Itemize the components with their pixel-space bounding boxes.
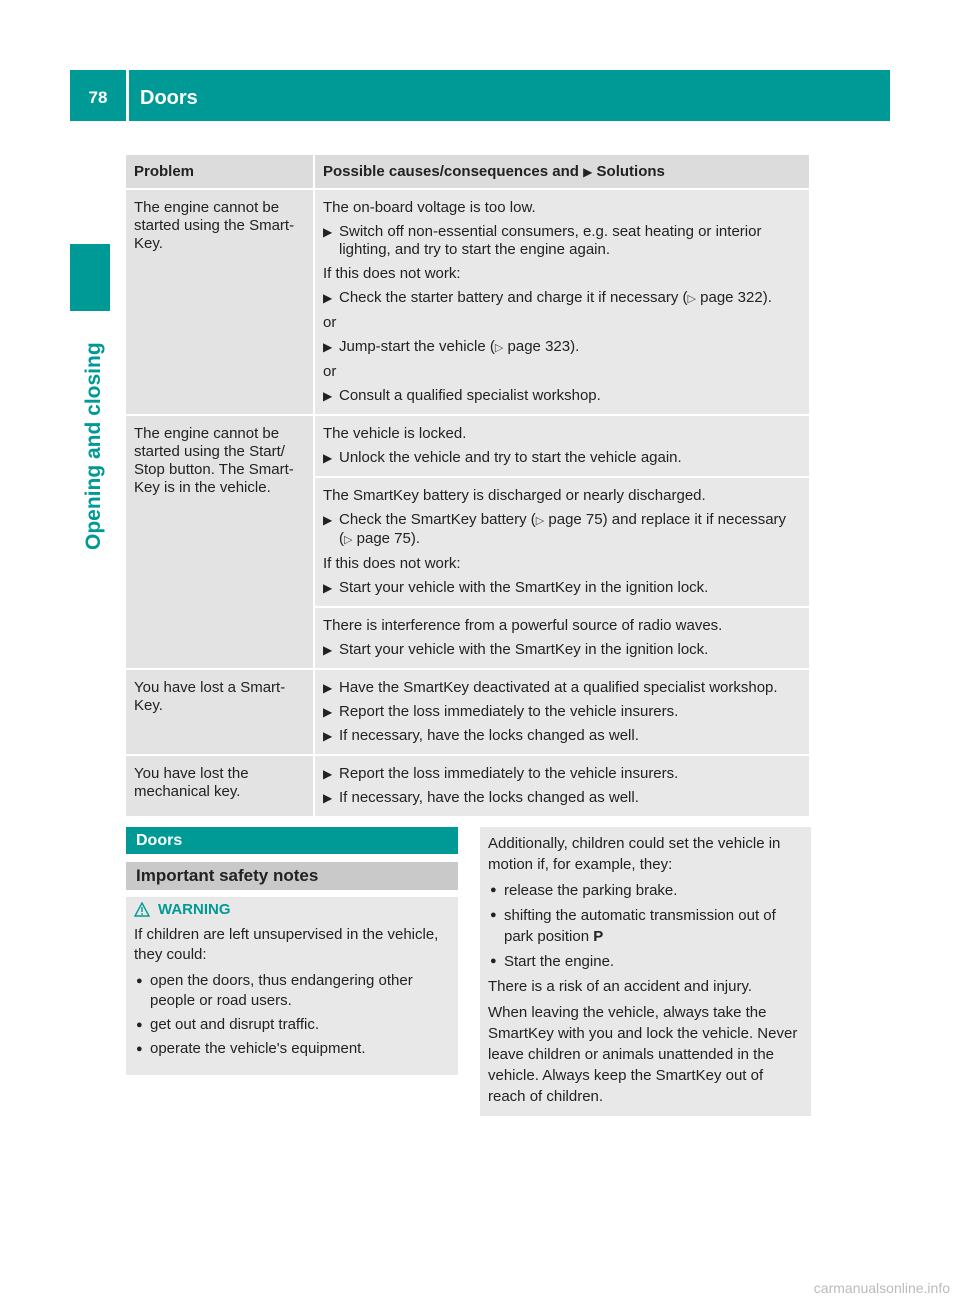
step-text: If necessary, have the locks changed as well. <box>339 789 639 806</box>
step-item <box>323 789 801 807</box>
troubleshooting-table <box>126 155 811 818</box>
solution-cell <box>314 415 810 477</box>
warning-box <box>126 897 458 1075</box>
step-text: Check the starter battery and charge it if necessary ( <box>339 289 688 306</box>
step-text: Report the loss immediately to the vehicle insurers. <box>339 703 679 720</box>
action-arrow-icon: ▶ <box>323 513 333 527</box>
step-item <box>323 765 801 783</box>
note-text: If this does not work: <box>323 265 461 282</box>
action-arrow-icon: ▶ <box>323 705 333 719</box>
problem-cell: You have lost a Smart-Key. <box>126 669 314 755</box>
step-item <box>323 579 801 597</box>
list-item <box>134 1015 450 1035</box>
bullet-text: Start the engine. <box>504 953 615 970</box>
bullet-icon: ● <box>136 975 143 987</box>
step-text-end: ). <box>570 338 580 355</box>
bullet-text: open the doors, thus endangering other people or road users. <box>150 972 413 1009</box>
action-arrow-icon: ▶ <box>323 581 333 595</box>
step-item <box>323 387 801 405</box>
solution-cell <box>314 477 810 607</box>
note-text: If this does not work: <box>323 555 461 572</box>
bullet-icon: ● <box>136 1043 143 1055</box>
table-row <box>126 415 810 477</box>
warning-intro: If children are left unsupervised in the vehicle, they could: <box>134 926 439 963</box>
step-item <box>323 727 801 745</box>
action-arrow-icon: ▶ <box>323 225 333 239</box>
step-item <box>323 338 801 357</box>
solution-cell <box>314 189 810 415</box>
step-text: Switch off non-essential consumers, e.g. seat heating or interior lighting, and try to start the engine again. <box>339 223 762 258</box>
bullet-icon: ● <box>136 1019 143 1031</box>
list-item <box>134 1039 450 1059</box>
table-row <box>126 189 810 415</box>
step-item <box>323 449 801 467</box>
problem-cell: The engine cannot be started using the Start/ Stop button. The Smart-Key is in the vehicle. <box>126 415 314 669</box>
bullet-text: get out and disrupt traffic. <box>150 1016 319 1033</box>
action-arrow-icon: ▶ <box>323 791 333 805</box>
page-ref-icon: ▷ <box>494 342 504 354</box>
solution-cell <box>314 669 810 755</box>
cause-text: The vehicle is locked. <box>323 425 467 442</box>
action-arrow-icon: ▶ <box>323 767 333 781</box>
step-text: Jump-start the vehicle ( <box>339 338 495 355</box>
warning-triangle-icon <box>134 902 150 917</box>
warning-continuation-box <box>480 827 811 1116</box>
problem-cell: The engine cannot be started using the Smart-Key. <box>126 189 314 415</box>
page-ref-link[interactable]: page 75 <box>356 530 411 547</box>
side-tab-label: Opening and closing <box>82 342 105 550</box>
table-row <box>126 755 810 817</box>
warning-label: WARNING <box>158 901 231 918</box>
action-arrow-icon: ▶ <box>323 291 333 305</box>
action-arrow-icon: ▶ <box>583 165 593 179</box>
page-ref-link[interactable]: page 322 <box>700 289 763 306</box>
step-text-end: ). <box>410 530 421 547</box>
column-header-problem: Problem <box>126 155 314 189</box>
list-item <box>134 971 450 1011</box>
page-ref-icon: ▷ <box>535 515 545 527</box>
bullet-text: shifting the automatic transmission out of park position <box>504 907 776 945</box>
step-text: If necessary, have the locks changed as well. <box>339 727 639 744</box>
action-arrow-icon: ▶ <box>323 451 333 465</box>
step-text: Start your vehicle with the SmartKey in the ignition lock. <box>339 579 709 596</box>
bullet-icon: ● <box>490 884 497 896</box>
step-item <box>323 641 801 659</box>
page-ref-link[interactable]: page 75 <box>548 511 603 528</box>
step-item <box>323 289 801 308</box>
table-row <box>126 669 810 755</box>
cause-text: There is interference from a powerful source of radio waves. <box>323 617 723 634</box>
page-ref-icon: ▷ <box>687 293 696 305</box>
warning-heading <box>134 901 450 919</box>
cause-text: The SmartKey battery is discharged or nearly discharged. <box>323 487 706 504</box>
step-item <box>323 703 801 721</box>
footer-watermark: carmanualsonline.info <box>813 1280 950 1296</box>
step-text: Start your vehicle with the SmartKey in the ignition lock. <box>339 641 709 658</box>
section-title-doors: Doors <box>126 827 458 854</box>
gear-position: P <box>593 928 604 945</box>
action-arrow-icon: ▶ <box>323 389 333 403</box>
risk-text: There is a risk of an accident and injury. <box>488 978 753 995</box>
action-arrow-icon: ▶ <box>323 643 333 657</box>
action-arrow-icon: ▶ <box>323 681 333 695</box>
column-header-solutions-pre: Possible causes/consequences and <box>323 163 579 180</box>
bullet-text: operate the vehicle's equipment. <box>150 1040 366 1057</box>
table-header-row <box>126 155 810 189</box>
side-tab-marker <box>70 244 110 311</box>
bullet-icon: ● <box>490 909 497 921</box>
list-item <box>488 880 803 901</box>
solution-cell <box>314 755 810 817</box>
bullet-text: release the parking brake. <box>504 882 678 899</box>
or-text: or <box>323 314 337 331</box>
step-item <box>323 511 801 549</box>
solution-cell <box>314 607 810 669</box>
closing-text: When leaving the vehicle, always take the SmartKey with you and lock the vehicle. Never leave children or animals unattended in the vehicle. Always keep the SmartKey out of reach of children. <box>488 1004 798 1105</box>
step-text-end: ). <box>762 289 772 306</box>
step-text: Have the SmartKey deactivated at a qualified specialist workshop. <box>339 679 778 696</box>
header-divider <box>126 70 129 121</box>
step-text: Unlock the vehicle and try to start the vehicle again. <box>339 449 682 466</box>
section-subtitle-safety: Important safety notes <box>126 862 458 890</box>
list-item <box>488 905 803 947</box>
step-text-mid: ) and replace it if necessary ( <box>339 511 787 547</box>
page-ref-icon: ▷ <box>344 534 353 546</box>
action-arrow-icon: ▶ <box>323 340 333 354</box>
cause-text: The on-board voltage is too low. <box>323 199 536 216</box>
or-text: or <box>323 363 337 380</box>
problem-cell: You have lost the mechanical key. <box>126 755 314 817</box>
page-number: 78 <box>88 88 108 107</box>
step-text: Report the loss immediately to the vehicle insurers. <box>339 765 679 782</box>
step-text: Consult a qualified specialist workshop. <box>339 387 601 404</box>
page-ref-link[interactable]: page 323 <box>507 338 571 355</box>
step-item <box>323 223 801 259</box>
step-text: Check the SmartKey battery ( <box>339 511 536 528</box>
action-arrow-icon: ▶ <box>323 729 333 743</box>
column-header-solutions <box>314 155 810 189</box>
bullet-icon: ● <box>490 955 497 967</box>
list-item <box>488 951 803 972</box>
step-item <box>323 679 801 697</box>
continuation-intro: Additionally, children could set the vehicle in motion if, for example, they: <box>488 835 781 873</box>
page-title: Doors <box>140 87 198 109</box>
column-header-solutions-post: Solutions <box>596 163 665 180</box>
